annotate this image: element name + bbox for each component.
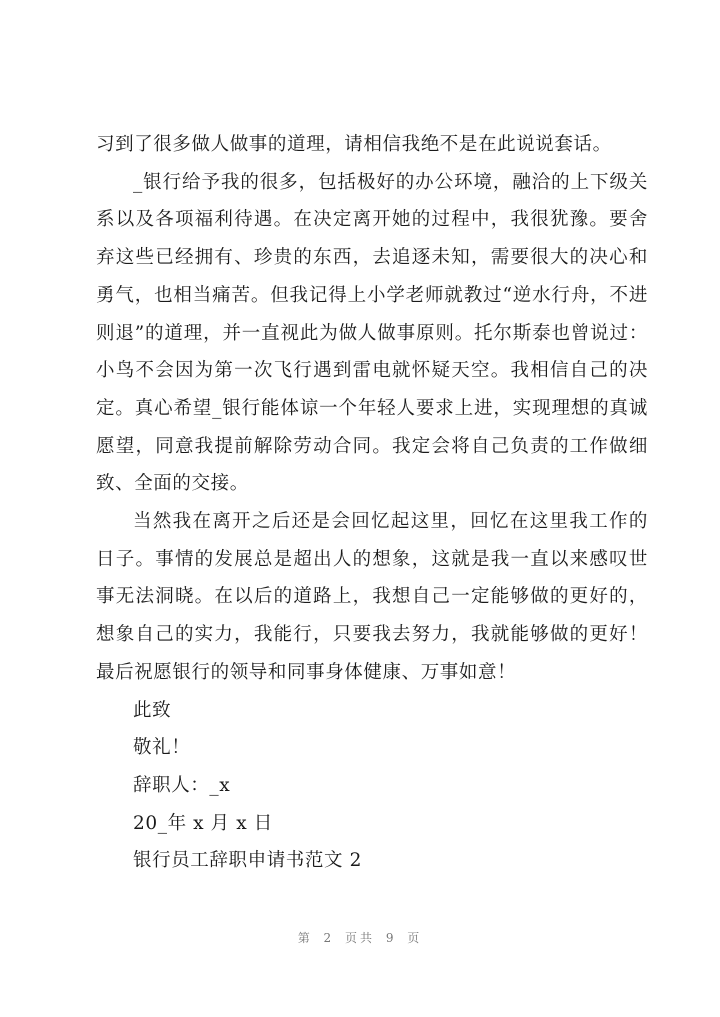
page-footer: 第 2 页共 9 页 (297, 931, 423, 945)
closing-respect: 敬礼！ (133, 737, 191, 759)
signer-line: 辞职人：_x (133, 774, 231, 796)
paragraph-continuation: 习到了很多做人做事的道理，请相信我绝不是在此说说套话。 (96, 134, 612, 155)
next-section-title: 银行员工辞职申请书范文 2 (133, 850, 362, 872)
paragraph-farewell: 当然我在离开之后还是会回忆起这里，回忆在这里我工作的日子。事情的发展总是超出人的想象，这就是我一直以来感叹世事无法洞晓。在以后的道路上，我想自己一定能够做的更好的，想象自己的实力，我能行，只要我去努力，我就能够做的更好！最后祝愿银行的领导和同事身体健康、万事如意！ (96, 511, 648, 683)
date-line: 20_年 x 月 x 日 (133, 812, 273, 834)
paragraph-reasons: _银行给予我的很多，包括极好的办公环境，融洽的上下级关系以及各项福利待遇。在决定离开她的过程中，我很犹豫。要舍弃这些已经拥有、珍贵的东西，去追逐未知，需要很大的决心和勇气，也相当痛苦。但我记得上小学老师就教过“逆水行舟，不进则退”的道理，并一直视此为做人做事原则。托尔斯泰也曾说过：小鸟不会因为第一次飞行遇到雷电就怀疑天空。我相信自己的决定。真心希望_银行能体谅一个年轻人要求上进，实现理想的真诚愿望，同意我提前解除劳动合同。我定会将自己负责的工作做细致、全面的交接。 (96, 171, 648, 495)
closing-salutation: 此致 (133, 699, 172, 721)
document-body (96, 126, 648, 880)
